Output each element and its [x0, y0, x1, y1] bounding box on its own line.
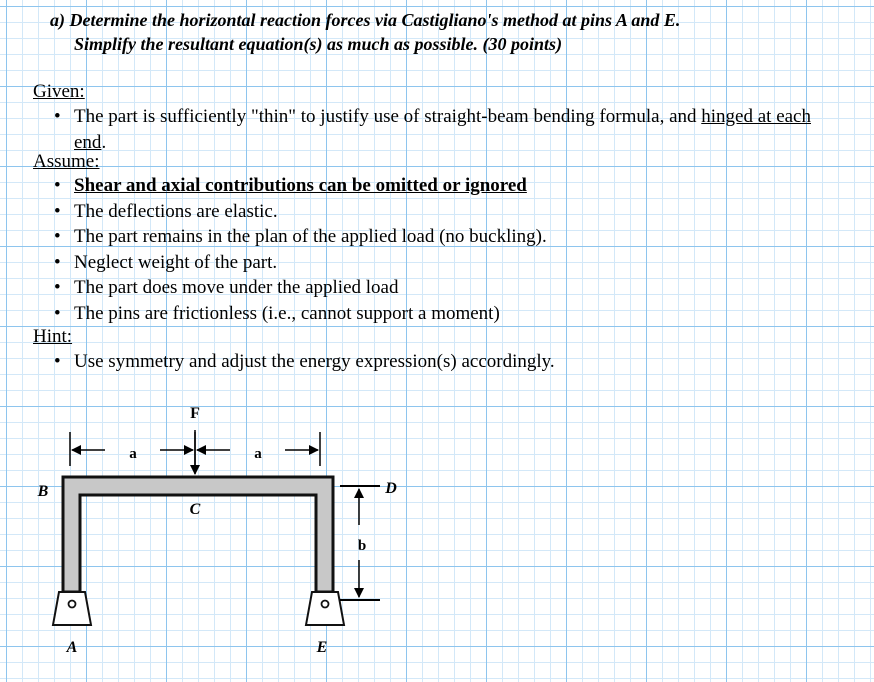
pin-a — [69, 601, 76, 608]
left-column — [63, 477, 80, 592]
point-a-label: A — [66, 639, 78, 656]
dim-b-label: b — [357, 538, 367, 554]
given-item-underlined: hinged at each end — [74, 106, 811, 153]
load-label: F — [190, 405, 200, 422]
point-e-label: E — [316, 639, 328, 656]
point-c-label: C — [189, 501, 201, 518]
hint-heading: Hint: — [33, 326, 73, 347]
assume-item-text: The part does move under the applied load — [74, 277, 399, 298]
assume-item-text: Shear and axial contributions can be omitted or ignored — [74, 175, 527, 196]
point-d-label: D — [385, 480, 397, 497]
given-item-text: The part is sufficiently "thin" to justify use of straight-beam bending formula, and — [74, 106, 702, 127]
assume-heading: Assume: — [33, 151, 100, 172]
point-b-label: B — [37, 483, 49, 500]
pin-support-e — [306, 592, 344, 625]
title-line-2: Simplify the resultant equation(s) as much as possible. (30 points) — [74, 34, 563, 54]
assume-item-text: The deflections are elastic. — [74, 200, 278, 222]
dim-a-left-label: a — [129, 446, 137, 462]
assume-item-text: Neglect weight of the part. — [74, 251, 278, 273]
assume-item-text: The part remains in the plan of the applied load (no buckling). — [74, 226, 547, 247]
right-column — [316, 477, 333, 592]
given-heading: Given: — [33, 81, 85, 102]
title-line-1: a) Determine the horizontal reaction forces via Castigliano's method at pins A and E. — [50, 10, 681, 30]
frame-inner-cover — [65, 479, 332, 494]
pin-e — [322, 601, 329, 608]
assume-item-text: The pins are frictionless (i.e., cannot support a moment) — [74, 302, 500, 324]
dim-a-right-label: a — [254, 446, 262, 462]
given-item-end: . — [101, 131, 107, 153]
pin-support-a — [53, 592, 91, 625]
hint-item-text: Use symmetry and adjust the energy expression(s) accordingly. — [74, 351, 555, 372]
